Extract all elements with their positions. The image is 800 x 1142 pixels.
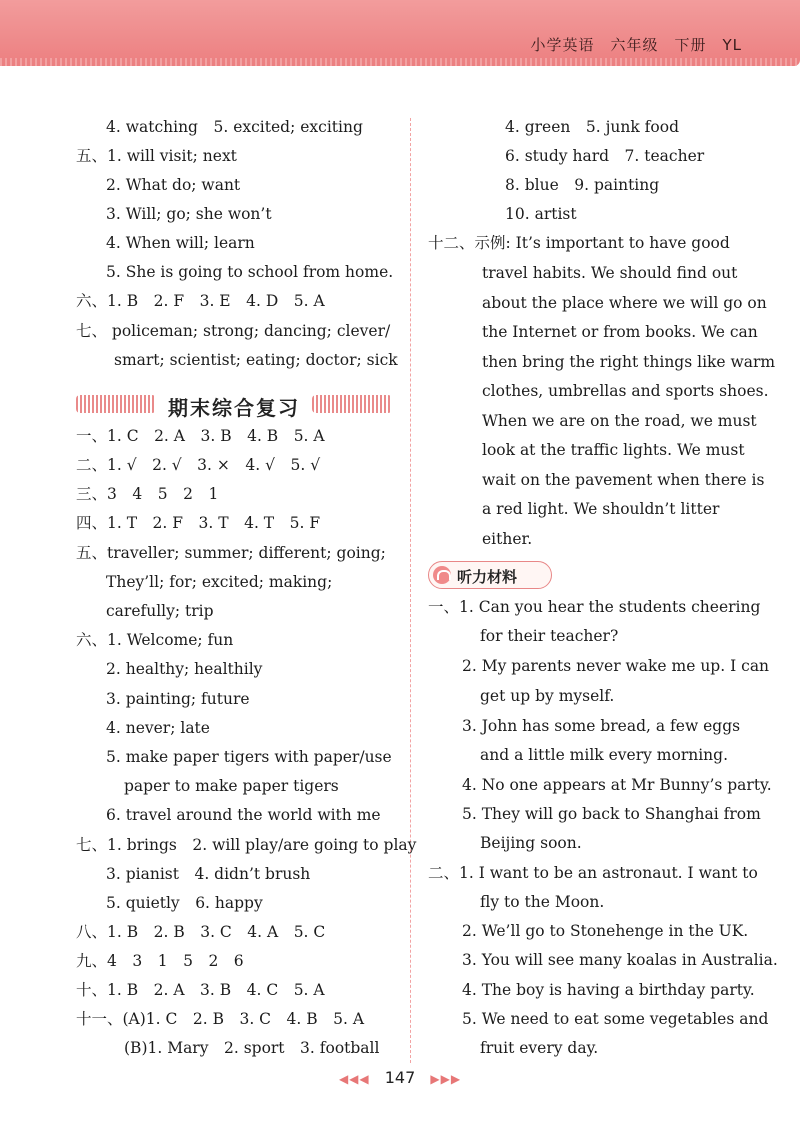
answer-line: fruit every day. (480, 1039, 599, 1057)
answer-line: 2. What do; want (106, 176, 241, 194)
answer-line: 五、1. will visit; next (76, 147, 237, 165)
left-arrows-icon: ◀◀◀ (338, 1072, 370, 1086)
answer-line: look at the traffic lights. We must (482, 441, 745, 459)
answer-line: 3. Will; go; she won’t (106, 205, 272, 223)
answer-line: 4. No one appears at Mr Bunny’s party. (462, 776, 772, 794)
answer-line: 10. artist (505, 205, 577, 223)
answer-line: 5. make paper tigers with paper/use (106, 748, 392, 766)
answer-line: 4. When will; learn (106, 234, 255, 252)
answer-line: (B)1. Mary 2. sport 3. football (124, 1039, 380, 1057)
listening-material-tag (428, 561, 552, 589)
answer-line: 七、 policeman; strong; dancing; clever/ (76, 322, 391, 340)
answer-line: 二、1. I want to be an astronaut. I want to (428, 864, 758, 882)
answer-line: wait on the pavement when there is (482, 471, 765, 489)
answer-line: 8. blue 9. painting (505, 176, 660, 194)
answer-line: 六、1. Welcome; fun (76, 631, 234, 649)
answer-line: 2. My parents never wake me up. I can (462, 657, 770, 675)
answer-line: get up by myself. (480, 687, 615, 705)
right-arrows-icon: ▶▶▶ (430, 1072, 462, 1086)
answer-line: either. (482, 530, 533, 548)
answer-line: 5. We need to eat some vegetables and (462, 1010, 769, 1028)
answer-line: 十一、(A)1. C 2. B 3. C 4. B 5. A (76, 1010, 365, 1028)
page-number: 147 (384, 1068, 416, 1087)
answer-line: 七、1. brings 2. will play/are going to play (76, 836, 417, 854)
answer-line: fly to the Moon. (480, 893, 605, 911)
answer-line: a red light. We shouldn’t litter (482, 500, 720, 518)
answer-line: Beijing soon. (480, 834, 582, 852)
answer-line: 四、1. T 2. F 3. T 4. T 5. F (76, 514, 321, 532)
section-title: 期末综合复习 (168, 396, 300, 420)
answer-line: 一、1. Can you hear the students cheering (428, 598, 761, 616)
answer-line: When we are on the road, we must (482, 412, 757, 430)
answer-line: 3. painting; future (106, 690, 250, 708)
answer-line: 一、1. C 2. A 3. B 4. B 5. A (76, 427, 325, 445)
column-divider (410, 118, 411, 1063)
answer-line: 3. pianist 4. didn’t brush (106, 865, 311, 883)
answer-line: 2. We’ll go to Stonehenge in the UK. (462, 922, 749, 940)
answer-line: about the place where we will go on (482, 294, 767, 312)
answer-line: 3. You will see many koalas in Australia. (462, 951, 778, 969)
header-title: 小学英语 六年级 下册 YL (530, 36, 742, 54)
headphones-icon (433, 566, 451, 584)
answer-line: 5. She is going to school from home. (106, 263, 394, 281)
listening-material-label: 听力材料 (457, 568, 518, 586)
answer-line: 4. The boy is having a birthday party. (462, 981, 755, 999)
header-band (0, 0, 800, 66)
answer-line: 6. travel around the world with me (106, 806, 381, 824)
answer-line: and a little milk every morning. (480, 746, 729, 764)
answer-line: 6. study hard 7. teacher (505, 147, 705, 165)
answer-line: 三、3 4 5 2 1 (76, 485, 219, 503)
answer-line: 十、1. B 2. A 3. B 4. C 5. A (76, 981, 325, 999)
answer-line: 十二、示例: It’s important to have good (428, 234, 730, 252)
answer-line: 六、1. B 2. F 3. E 4. D 5. A (76, 292, 325, 310)
answer-line: for their teacher? (480, 627, 619, 645)
answer-line: travel habits. We should find out (482, 264, 738, 282)
answer-line: smart; scientist; eating; doctor; sick (114, 351, 398, 369)
answer-line: 5. quietly 6. happy (106, 894, 263, 912)
answer-line: 4. green 5. junk food (505, 118, 680, 136)
answer-line: 4. never; late (106, 719, 210, 737)
answer-line: clothes, umbrellas and sports shoes. (482, 382, 769, 400)
page-footer (0, 1068, 800, 1087)
answer-line: They’ll; for; excited; making; (106, 573, 333, 591)
answer-line: 4. watching 5. excited; exciting (106, 118, 363, 136)
answer-line: 5. They will go back to Shanghai from (462, 805, 761, 823)
answer-line: paper to make paper tigers (124, 777, 339, 795)
answer-line: 二、1. √ 2. √ 3. × 4. √ 5. √ (76, 456, 321, 474)
answer-line: then bring the right things like warm (482, 353, 776, 371)
answer-line: 五、traveller; summer; different; going; (76, 544, 386, 562)
answer-line: 2. healthy; healthily (106, 660, 263, 678)
answer-line: carefully; trip (106, 602, 214, 620)
answer-line: 九、4 3 1 5 2 6 (76, 952, 244, 970)
answer-line: 八、1. B 2. B 3. C 4. A 5. C (76, 923, 326, 941)
section-banner (76, 390, 392, 418)
answer-line: the Internet or from books. We can (482, 323, 758, 341)
answer-line: 3. John has some bread, a few eggs (462, 717, 741, 735)
